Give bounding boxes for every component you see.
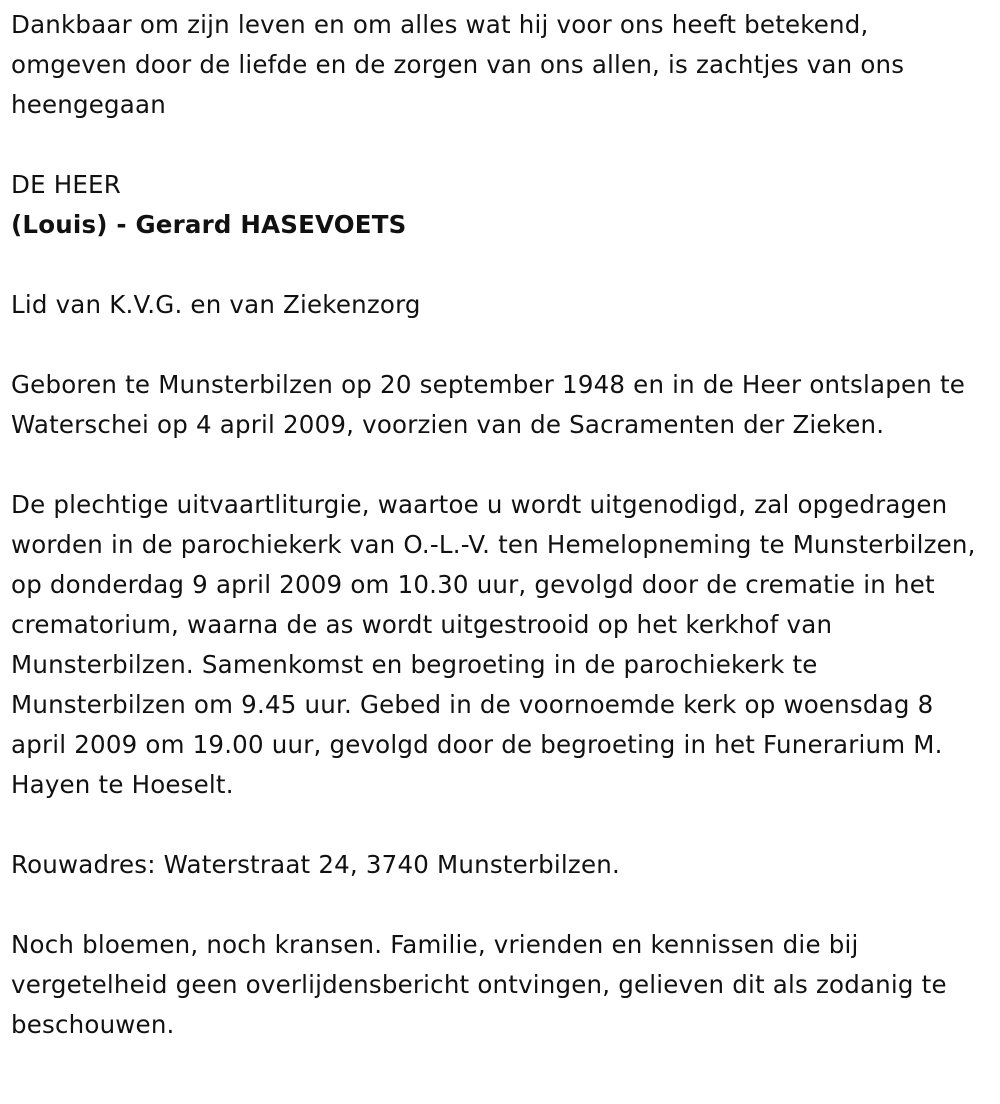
spacer (11, 885, 991, 925)
birth-death-paragraph: Geboren te Munsterbilzen op 20 september 1948 en in de Heer ontslapen te Waterschei op 4 april 2009, voorzien van de Sacramenten der Zieken. (11, 370, 966, 439)
deceased-name: (Louis) - Gerard HASEVOETS (11, 210, 407, 239)
spacer (11, 125, 991, 165)
spacer (11, 245, 991, 285)
intro-paragraph: Dankbaar om zijn leven en om alles wat hij voor ons heeft betekend, omgeven door de liefde en de zorgen van ons allen, is zachtjes van ons heengegaan (11, 10, 905, 119)
spacer (11, 325, 991, 365)
mourning-address: Rouwadres: Waterstraat 24, 3740 Munsterbilzen. (11, 850, 620, 879)
funeral-paragraph: De plechtige uitvaartliturgie, waartoe u wordt uitgenodigd, zal opgedragen worden in de parochiekerk van O.-L.-V. ten Hemelopneming te Munsterbilzen, op donderdag 9 april 2009 om 10.30 uur, gevolgd door de crematie in het crematorium, waarna de as wordt uitgestrooid op het kerkhof van Munsterbilzen. Samenkomst en begroeting in de parochiekerk te Munsterbilzen om 9.45 uur. Gebed in de voornoemde kerk op woensdag 8 april 2009 om 19.00 uur, gevolgd door de begroeting in het Funerarium M. Hayen te Hoeselt. (11, 490, 976, 799)
closing-paragraph: Noch bloemen, noch kransen. Familie, vrienden en kennissen die bij vergetelheid geen overlijdensbericht ontvingen, gelieven dit als zodanig te beschouwen. (11, 930, 947, 1039)
honorific-title: DE HEER (11, 170, 121, 199)
obituary-notice (11, 5, 991, 1045)
spacer (11, 805, 991, 845)
membership-line: Lid van K.V.G. en van Ziekenzorg (11, 290, 421, 319)
spacer (11, 445, 991, 485)
